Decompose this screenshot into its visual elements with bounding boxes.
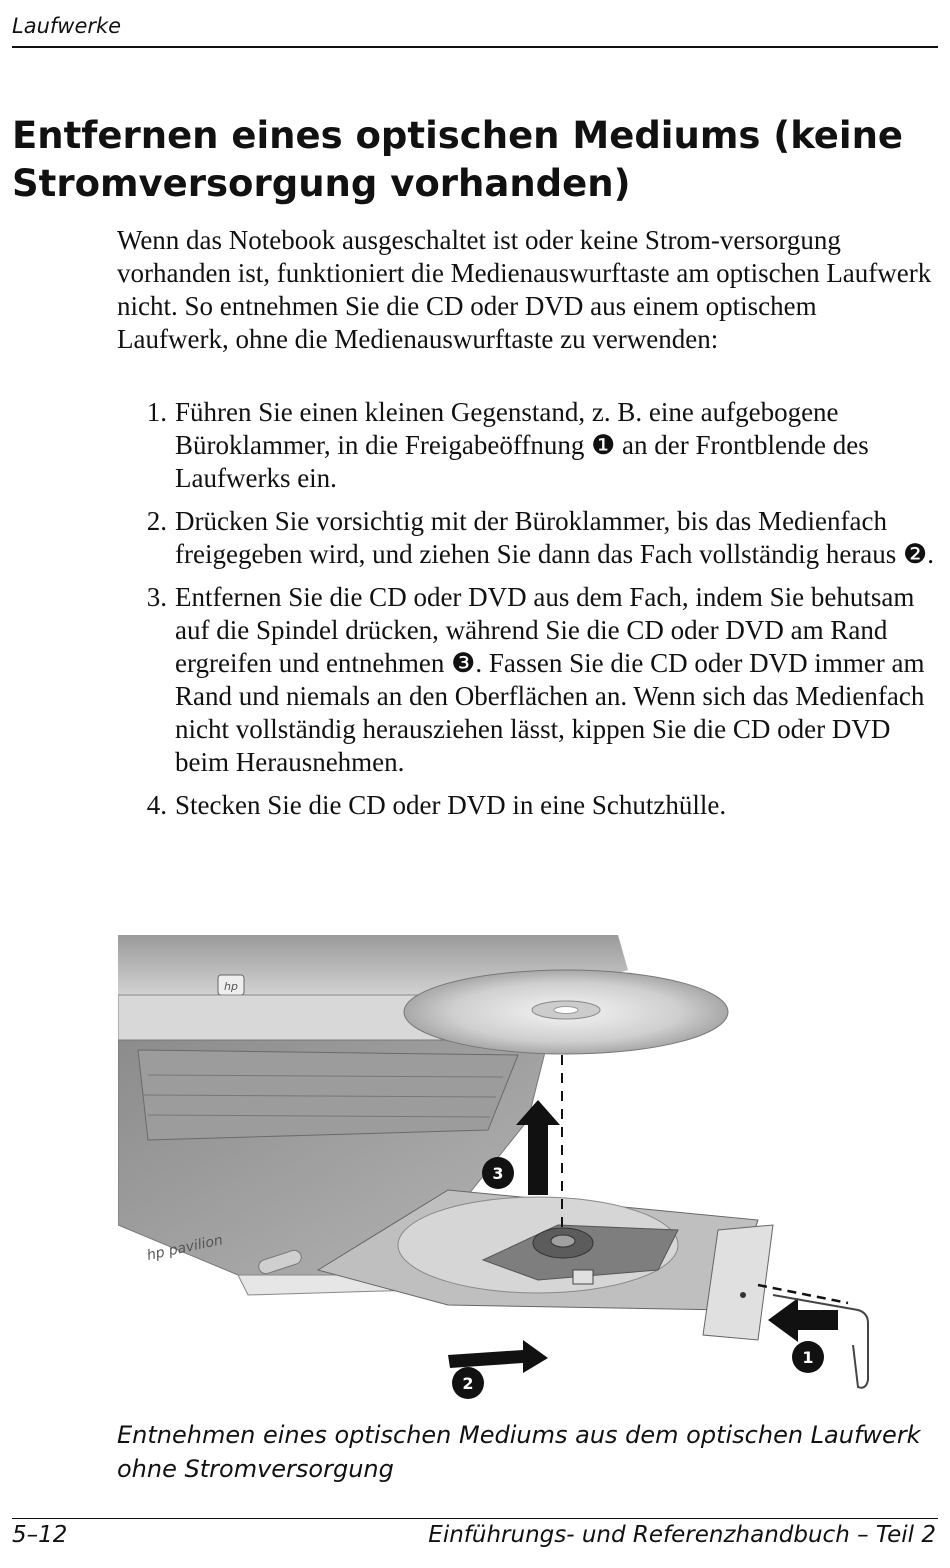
step-text: Stecken Sie die CD oder DVD in eine Schutzhülle.: [175, 790, 727, 820]
page-heading: Entfernen eines optischen Mediums (keine Stromversorgung vorhanden): [12, 114, 904, 205]
running-header: Laufwerke: [12, 14, 122, 38]
cd-disc-hole: [554, 1007, 578, 1014]
callout-2: [452, 1367, 484, 1399]
step-item: [117, 581, 937, 779]
step-text: Drücken Sie vorsichtig mit der Büroklammer, bis das Medienfach freigegeben wird, und ziehen Sie dann das Fach vollständig heraus ❷.: [175, 506, 934, 569]
step-number: 2.: [146, 506, 167, 536]
callout-3: [482, 1157, 514, 1189]
callout-1-label: 1: [802, 1348, 814, 1367]
callout-3-label: 3: [492, 1164, 504, 1183]
footer-rule: [12, 1518, 938, 1519]
step-item: [117, 505, 937, 571]
step-number: 1.: [146, 397, 167, 427]
steps-list: [117, 396, 937, 832]
callout-2-label: 2: [462, 1374, 474, 1393]
step-number: 4.: [146, 790, 167, 820]
intro-paragraph: Wenn das Notebook ausgeschaltet ist oder keine Strom-versorgung vorhanden ist, funktioniert die Medienauswurftaste am optischen Laufwerk nicht. So entnehmen Sie die CD oder DVD aus einem optischem Laufwerk, ohne die Medienauswurftaste zu verwenden:: [117, 225, 932, 354]
step-item: [117, 396, 937, 495]
release-hole: [740, 1292, 746, 1298]
figure-caption: Entnehmen eines optischen Mediums aus dem optischen Laufwerk ohne Stromversorgung: [117, 1421, 921, 1483]
step-item: [117, 789, 937, 822]
step-text: Führen Sie einen kleinen Gegenstand, z. B. eine aufgebogene Büroklammer, in die Freigabeöffnung ❶ an der Frontblende des Laufwerks ein.: [175, 397, 869, 493]
callout-1: [792, 1341, 824, 1373]
optical-drive-illustration: [118, 925, 928, 1400]
keyboard: [138, 1050, 518, 1140]
page-number: 5–12: [12, 1522, 68, 1548]
step-text: Entfernen Sie die CD oder DVD aus dem Fach, indem Sie behutsam auf die Spindel drücken, während Sie die CD oder DVD am Rand ergreifen und entnehmen ❸. Fassen Sie die CD oder DVD immer am Rand und niemals an den Oberflächen an. Wenn sich das Medienfach nicht vollständig herausziehen lässt, kippen Sie die CD oder DVD beim Herausnehmen.: [175, 582, 925, 777]
step-number: 3.: [146, 582, 167, 612]
book-title: Einführungs- und Referenzhandbuch – Teil 2: [428, 1522, 936, 1548]
laser-unit: [573, 1270, 593, 1284]
brand-label: hp pavilion: [145, 1232, 225, 1264]
hp-logo-text: hp: [224, 980, 238, 993]
header-rule: [12, 46, 938, 48]
spindle-hub: [551, 1235, 575, 1247]
